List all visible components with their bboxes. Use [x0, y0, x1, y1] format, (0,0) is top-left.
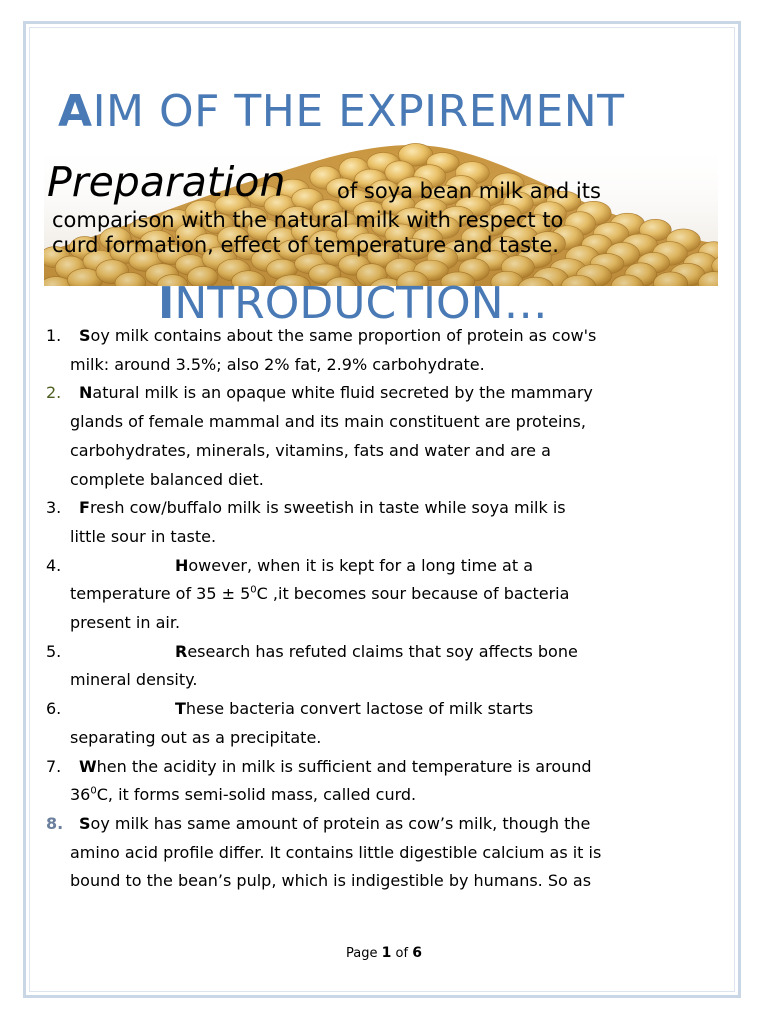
- list-text: esearch has refuted claims that soy affects bone: [187, 641, 578, 661]
- introduction-list: [0, 322, 768, 896]
- list-number: 1.: [46, 326, 62, 345]
- list-number: 2.: [46, 383, 62, 403]
- list-text: owever, when it is kept for a long time at a: [188, 555, 533, 575]
- list-line: bound to the bean’s pulp, which is indigestible by humans. So as: [70, 871, 592, 891]
- drop-letter: H: [175, 555, 189, 575]
- list-text: hen the acidity in milk is sufficient and temperature is around: [96, 756, 592, 776]
- list-text: oy milk has same amount of protein as cow’s milk, though the: [90, 813, 591, 833]
- list-number: 6.: [46, 699, 62, 719]
- preparation-line-2: comparison with the natural milk with respect to: [52, 208, 564, 232]
- list-text: temperature of 35 ± 5: [70, 584, 251, 604]
- list-text: C, it forms semi-solid mass, called curd.: [96, 785, 417, 805]
- preparation-line-3: curd formation, effect of temperature and taste.: [52, 233, 559, 257]
- list-line: [70, 753, 670, 782]
- page-of-label: of: [395, 946, 409, 961]
- list-line: milk: around 3.5%; also 2% fat, 2.9% carbohydrate.: [70, 354, 485, 374]
- list-number: 5.: [46, 641, 62, 661]
- list-item: [0, 379, 670, 494]
- page-label: Page: [346, 946, 378, 961]
- list-line: mineral density.: [70, 670, 198, 690]
- list-line: [70, 695, 670, 724]
- list-line: glands of female mammal and its main constituent are proteins,: [70, 412, 586, 432]
- drop-letter: F: [79, 498, 90, 518]
- list-item: [0, 322, 670, 379]
- list-line: [70, 494, 670, 523]
- introduction-heading-first-letter: I: [158, 278, 175, 329]
- list-line: [70, 379, 670, 408]
- drop-letter: N: [79, 383, 93, 403]
- list-line: carbohydrates, minerals, vitamins, fats and water and are a: [70, 440, 551, 460]
- drop-letter: T: [175, 699, 186, 719]
- list-text: hese bacteria convert lactose of milk starts: [185, 699, 534, 719]
- preparation-word: Preparation: [47, 158, 286, 206]
- list-item: [0, 494, 670, 551]
- list-item: [0, 695, 670, 752]
- list-line: [70, 322, 670, 351]
- list-text: resh cow/buffalo milk is sweetish in taste while soya milk is: [89, 498, 566, 518]
- page-total: 6: [412, 945, 422, 961]
- list-number: 8.: [46, 813, 64, 833]
- list-number: 4.: [46, 555, 62, 575]
- aim-heading-first-letter: A: [58, 86, 93, 137]
- introduction-heading-rest: NTRODUCTION…: [174, 278, 548, 329]
- degree-superscript: 0: [250, 585, 257, 596]
- preparation-line-1: of soya bean milk and its: [337, 179, 601, 203]
- list-line: [70, 781, 670, 810]
- aim-heading-rest: IM OF THE EXPIREMENT: [92, 86, 625, 137]
- drop-letter: R: [175, 641, 188, 661]
- list-line: [70, 552, 670, 581]
- list-line: [70, 580, 670, 609]
- aim-heading: [58, 86, 625, 137]
- list-item: [0, 753, 670, 810]
- list-item: [0, 638, 670, 695]
- list-line: present in air.: [70, 613, 181, 633]
- page-current: 1: [381, 945, 392, 961]
- list-text: 36: [70, 785, 91, 805]
- list-text: C ,it becomes sour because of bacteria: [256, 584, 570, 604]
- list-line: complete balanced diet.: [70, 469, 264, 489]
- drop-letter: W: [79, 756, 97, 776]
- list-line: separating out as a precipitate.: [70, 727, 322, 747]
- list-item: [0, 552, 670, 638]
- list-line: amino acid profile differ. It contains little digestible calcium as it is: [70, 842, 602, 862]
- list-number: 7.: [46, 756, 62, 776]
- list-line: [70, 638, 670, 667]
- list-line: [70, 810, 670, 839]
- list-line: little sour in taste.: [70, 526, 217, 546]
- degree-superscript: 0: [90, 785, 97, 797]
- list-text: oy milk contains about the same proportion of protein as cow's: [90, 326, 597, 345]
- page-footer: [0, 945, 768, 961]
- drop-letter: S: [79, 326, 91, 345]
- drop-letter: S: [79, 813, 91, 833]
- list-number: 3.: [46, 498, 62, 518]
- list-text: atural milk is an opaque white fluid secreted by the mammary: [92, 383, 593, 403]
- list-item: [0, 810, 670, 896]
